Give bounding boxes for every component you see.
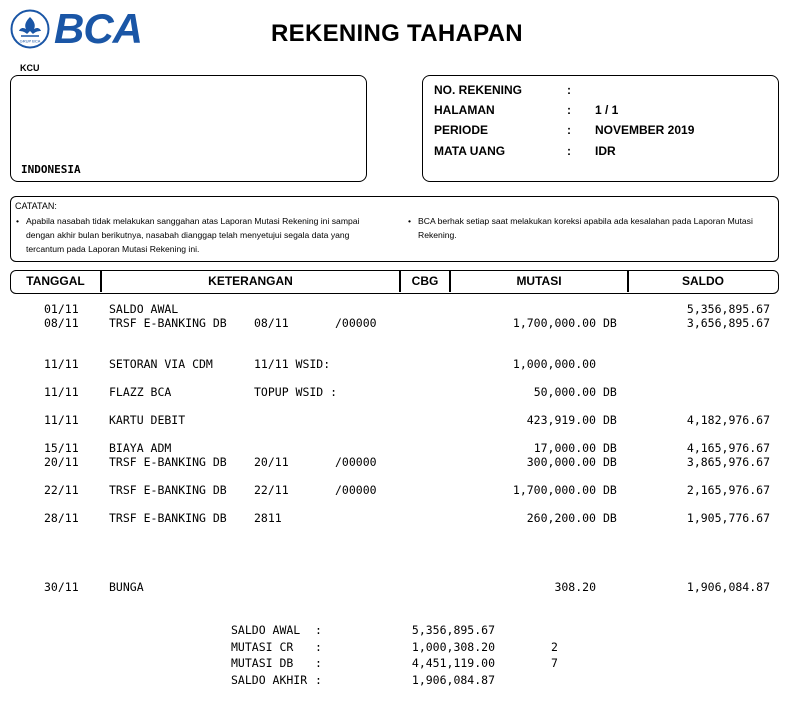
row-desc: TRSF E-BANKING DB <box>109 455 227 469</box>
customer-address-box <box>10 75 367 182</box>
page-label: HALAMAN <box>434 103 495 117</box>
table-row <box>0 413 789 427</box>
row-saldo: 5,356,895.67 <box>686 302 770 316</box>
summary-row <box>0 673 789 687</box>
row-saldo: 1,906,084.87 <box>686 580 770 594</box>
table-row <box>0 316 789 330</box>
row-desc-detail: 20/11 <box>254 455 289 469</box>
summary-sep: : <box>315 640 322 654</box>
row-saldo: 1,905,776.67 <box>686 511 770 525</box>
row-db-flag: DB <box>603 413 617 427</box>
table-row <box>0 302 789 316</box>
row-db-flag: DB <box>603 385 617 399</box>
row-date: 22/11 <box>44 483 79 497</box>
row-date: 11/11 <box>44 413 79 427</box>
summary-row <box>0 623 789 637</box>
summary-value: 4,451,119.00 <box>411 656 495 670</box>
table-row <box>0 511 789 525</box>
row-desc: TRSF E-BANKING DB <box>109 316 227 330</box>
currency-sep: : <box>567 144 571 158</box>
row-desc: FLAZZ BCA <box>109 385 172 399</box>
summary-count: 2 <box>551 640 558 654</box>
table-row <box>0 580 789 594</box>
account-number-label: NO. REKENING <box>434 83 523 97</box>
bca-emblem-icon <box>10 9 50 49</box>
row-mutasi: 1,700,000.00 <box>512 483 596 497</box>
note-right <box>408 214 776 242</box>
row-db-flag: DB <box>603 441 617 455</box>
currency-label: MATA UANG <box>434 144 506 158</box>
row-desc: SALDO AWAL <box>109 302 179 316</box>
summary-count: 7 <box>551 656 558 670</box>
row-mutasi: 423,919.00 <box>526 413 596 427</box>
row-mutasi: 308.20 <box>554 580 596 594</box>
row-desc-ref: /00000 <box>335 316 377 330</box>
table-row <box>0 483 789 497</box>
summary-row <box>0 656 789 670</box>
account-number-sep: : <box>567 83 571 97</box>
row-date: 11/11 <box>44 385 79 399</box>
header-keterangan: KETERANGAN <box>208 274 293 288</box>
table-row <box>0 455 789 469</box>
row-date: 28/11 <box>44 511 79 525</box>
table-header <box>10 270 779 294</box>
page-title: REKENING TAHAPAN <box>271 20 523 47</box>
header-cbg: CBG <box>411 274 439 288</box>
note-bullet: • <box>16 216 20 226</box>
row-desc-detail: TOPUP WSID : <box>254 385 338 399</box>
row-mutasi: 1,000,000.00 <box>512 357 596 371</box>
row-mutasi: 1,700,000.00 <box>512 316 596 330</box>
period-sep: : <box>567 123 571 137</box>
row-date: 20/11 <box>44 455 79 469</box>
row-desc-detail: 08/11 <box>254 316 289 330</box>
currency-value: IDR <box>595 144 616 158</box>
summary-value: 5,356,895.67 <box>411 623 495 637</box>
kcu-label: KCU <box>20 63 40 73</box>
period-label: PERIODE <box>434 123 489 137</box>
table-row <box>0 441 789 455</box>
row-desc: TRSF E-BANKING DB <box>109 511 227 525</box>
summary-value: 1,906,084.87 <box>411 673 495 687</box>
row-mutasi: 260,200.00 <box>526 511 596 525</box>
row-desc: BIAYA ADM <box>109 441 172 455</box>
notes-title: CATATAN: <box>15 201 57 211</box>
row-saldo: 4,182,976.67 <box>686 413 770 427</box>
page-value: 1 / 1 <box>595 103 619 117</box>
row-desc-ref: /00000 <box>335 455 377 469</box>
summary-sep: : <box>315 656 322 670</box>
row-desc-ref: /00000 <box>335 483 377 497</box>
row-saldo: 3,865,976.67 <box>686 455 770 469</box>
account-info-box <box>422 75 779 182</box>
row-saldo: 4,165,976.67 <box>686 441 770 455</box>
table-row <box>0 357 789 371</box>
row-db-flag: DB <box>603 316 617 330</box>
page-sep: : <box>567 103 571 117</box>
row-db-flag: DB <box>603 483 617 497</box>
row-date: 11/11 <box>44 357 79 371</box>
row-desc: BUNGA <box>109 580 144 594</box>
row-date: 08/11 <box>44 316 79 330</box>
row-date: 15/11 <box>44 441 79 455</box>
note-left <box>16 214 388 256</box>
row-desc-detail: 22/11 <box>254 483 289 497</box>
summary-sep: : <box>315 623 322 637</box>
row-saldo: 3,656,895.67 <box>686 316 770 330</box>
logo-wordmark: BCA <box>54 5 142 52</box>
bca-logo <box>10 5 142 52</box>
notes-box <box>10 196 779 262</box>
period-value: NOVEMBER 2019 <box>595 123 695 137</box>
header-tanggal: TANGGAL <box>26 274 85 288</box>
header-mutasi: MUTASI <box>516 274 562 288</box>
row-db-flag: DB <box>603 455 617 469</box>
row-mutasi: 17,000.00 <box>533 441 596 455</box>
header-saldo: SALDO <box>682 274 724 288</box>
summary-sep: : <box>315 673 322 687</box>
summary-label: MUTASI CR <box>231 640 294 654</box>
summary-value: 1,000,308.20 <box>411 640 495 654</box>
address-country: INDONESIA <box>21 163 81 176</box>
row-desc: TRSF E-BANKING DB <box>109 483 227 497</box>
row-desc: KARTU DEBIT <box>109 413 186 427</box>
table-row <box>0 385 789 399</box>
row-mutasi: 300,000.00 <box>526 455 596 469</box>
row-desc-detail: 2811 <box>254 511 282 525</box>
row-desc-detail: 11/11 WSID: <box>254 357 331 371</box>
logo-sub-text: GRUP BCA <box>19 38 41 44</box>
summary-label: SALDO AKHIR <box>231 673 308 687</box>
row-date: 30/11 <box>44 580 79 594</box>
summary-row <box>0 640 789 654</box>
row-saldo: 2,165,976.67 <box>686 483 770 497</box>
row-desc: SETORAN VIA CDM <box>109 357 213 371</box>
note-right-text: BCA berhak setiap saat melakukan koreksi apabila ada kesalahan pada Laporan Mutasi Rekening. <box>418 216 753 240</box>
summary-label: SALDO AWAL <box>231 623 301 637</box>
row-mutasi: 50,000.00 <box>533 385 596 399</box>
note-bullet: • <box>408 216 412 226</box>
note-left-text: Apabila nasabah tidak melakukan sanggahan atas Laporan Mutasi Rekening ini sampai dengan akhir bulan berikutnya, nasabah dianggap telah menyetujui segala data yang tercantum pada Laporan Mutasi Rekening ini. <box>26 216 360 254</box>
summary-label: MUTASI DB <box>231 656 294 670</box>
row-date: 01/11 <box>44 302 79 316</box>
row-db-flag: DB <box>603 511 617 525</box>
